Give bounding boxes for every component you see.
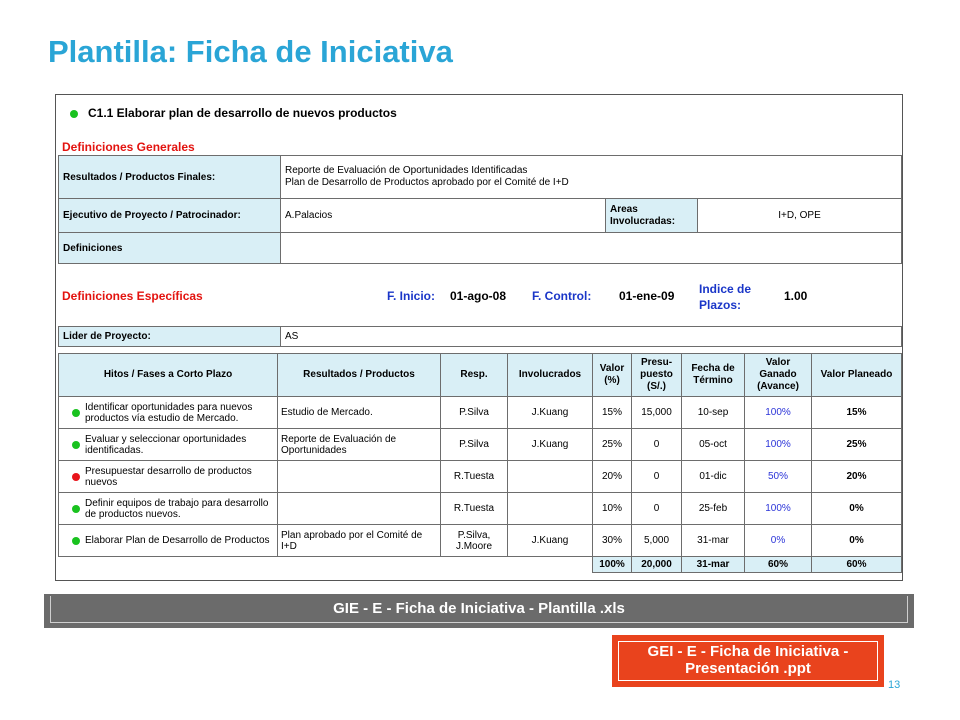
- planeado-cell: 15%: [812, 397, 902, 429]
- resultado-cell: Reporte de Evaluación de Oportunidades: [278, 429, 441, 461]
- resultado-cell: [278, 461, 441, 493]
- hito-cell: [59, 461, 278, 493]
- resp-cell: R.Tuesta: [441, 493, 508, 525]
- f-control-label: F. Control:: [532, 289, 592, 303]
- ganado-cell: 0%: [745, 525, 812, 557]
- ganado-cell: 100%: [745, 429, 812, 461]
- lider-label: Lider de Proyecto:: [59, 327, 281, 347]
- col-presupuesto: Presu- puesto (S/.): [632, 354, 682, 397]
- planeado-cell: 0%: [812, 493, 902, 525]
- hito-text: Elaborar Plan de Desarrollo de Productos: [85, 535, 270, 546]
- resp-cell: P.Silva, J.Moore: [441, 525, 508, 557]
- ppt-file-banner[interactable]: [612, 635, 884, 687]
- table-row: [59, 429, 902, 461]
- fecha-cell: 10-sep: [682, 397, 745, 429]
- resultados-value: [281, 156, 902, 199]
- fecha-cell: 31-mar: [682, 525, 745, 557]
- hito-text: Presupuestar desarrollo de productos nuevos: [85, 465, 252, 488]
- fecha-cell: 25-feb: [682, 493, 745, 525]
- involucrados-cell: J.Kuang: [508, 525, 593, 557]
- lider-value: AS: [281, 327, 902, 347]
- col-involucrados: Involucrados: [508, 354, 593, 397]
- planeado-cell: 25%: [812, 429, 902, 461]
- hito-text: Evaluar y seleccionar oportunidades identificadas.: [85, 433, 247, 456]
- resultados-value-line-1: Reporte de Evaluación de Oportunidades Identificadas: [285, 165, 528, 176]
- ganado-cell: 100%: [745, 397, 812, 429]
- presupuesto-cell: 5,000: [632, 525, 682, 557]
- resp-cell: P.Silva: [441, 397, 508, 429]
- fecha-cell: 01-dic: [682, 461, 745, 493]
- f-inicio-value: 01-ago-08: [450, 289, 507, 303]
- hitos-table: [58, 353, 902, 573]
- hito-cell: [59, 493, 278, 525]
- totals-row: [59, 557, 902, 573]
- resultado-cell: [278, 493, 441, 525]
- resultados-value-line-2: Plan de Desarrollo de Productos aprobado por el Comité de I+D: [285, 177, 569, 188]
- ejecutivo-value: A.Palacios: [281, 199, 606, 233]
- initiative-sheet: [55, 94, 903, 581]
- status-dot-red-icon: [72, 473, 80, 481]
- indice-label-line-2: Plazos:: [699, 298, 742, 312]
- hito-text: Identificar oportunidades para nuevos productos vía estudio de Mercado.: [85, 401, 253, 424]
- excel-file-label: GIE - E - Ficha de Iniciativa - Plantilla .xls: [50, 596, 908, 623]
- ppt-file-label-line-2: Presentación .ppt: [685, 660, 811, 677]
- f-inicio-label: F. Inicio:: [387, 289, 435, 303]
- total-presupuesto: 20,000: [632, 557, 682, 573]
- table-row: [59, 525, 902, 557]
- hito-cell: [59, 429, 278, 461]
- total-ganado: 60%: [745, 557, 812, 573]
- col-ganado: Valor Ganado (Avance): [745, 354, 812, 397]
- ppt-file-label: [618, 641, 878, 681]
- totals-spacer: [59, 557, 593, 573]
- planeado-cell: 0%: [812, 525, 902, 557]
- col-resp: Resp.: [441, 354, 508, 397]
- status-dot-green-icon: [72, 409, 80, 417]
- total-valor: 100%: [593, 557, 632, 573]
- involucrados-cell: J.Kuang: [508, 429, 593, 461]
- total-fecha: 31-mar: [682, 557, 745, 573]
- presupuesto-cell: 15,000: [632, 397, 682, 429]
- hito-cell: [59, 525, 278, 557]
- status-dot-green-icon: [72, 505, 80, 513]
- involucrados-cell: J.Kuang: [508, 397, 593, 429]
- hitos-header-row: [59, 354, 902, 397]
- total-planeado: 60%: [812, 557, 902, 573]
- section-specific-heading: Definiciones Específicas: [62, 289, 203, 303]
- ejecutivo-label: Ejecutivo de Proyecto / Patrocinador:: [59, 199, 281, 233]
- involucrados-cell: [508, 461, 593, 493]
- col-valor: Valor (%): [593, 354, 632, 397]
- table-row: [59, 461, 902, 493]
- general-definitions-table: [58, 155, 902, 264]
- areas-label: Areas Involucradas:: [606, 199, 698, 233]
- indice-label: [699, 281, 751, 313]
- status-dot-green-icon: [72, 537, 80, 545]
- resultados-label: Resultados / Productos Finales:: [59, 156, 281, 199]
- table-row: [59, 493, 902, 525]
- valor-cell: 10%: [593, 493, 632, 525]
- col-resultados: Resultados / Productos: [278, 354, 441, 397]
- valor-cell: 25%: [593, 429, 632, 461]
- resp-cell: P.Silva: [441, 429, 508, 461]
- initiative-title: C1.1 Elaborar plan de desarrollo de nuevos productos: [88, 106, 397, 120]
- ganado-cell: 100%: [745, 493, 812, 525]
- status-dot-green-icon: [70, 110, 78, 118]
- areas-value: I+D, OPE: [698, 199, 902, 233]
- resp-cell: R.Tuesta: [441, 461, 508, 493]
- fecha-cell: 05-oct: [682, 429, 745, 461]
- resultado-cell: Plan aprobado por el Comité de I+D: [278, 525, 441, 557]
- indice-value: 1.00: [784, 289, 808, 303]
- planeado-cell: 20%: [812, 461, 902, 493]
- involucrados-cell: [508, 493, 593, 525]
- definiciones-label: Definiciones: [59, 233, 281, 264]
- status-dot-green-icon: [72, 441, 80, 449]
- col-hitos: Hitos / Fases a Corto Plazo: [59, 354, 278, 397]
- ppt-file-label-line-1: GEI - E - Ficha de Iniciativa -: [647, 643, 849, 660]
- lider-table: [58, 326, 902, 347]
- definiciones-value: [281, 233, 902, 264]
- col-planeado: Valor Planeado: [812, 354, 902, 397]
- valor-cell: 30%: [593, 525, 632, 557]
- table-row: [59, 397, 902, 429]
- indice-label-line-1: Indice de: [699, 282, 752, 296]
- f-control-value: 01-ene-09: [619, 289, 675, 303]
- presupuesto-cell: 0: [632, 429, 682, 461]
- hito-cell: [59, 397, 278, 429]
- page-number: 13: [888, 679, 901, 691]
- section-general-heading: Definiciones Generales: [62, 140, 195, 154]
- presupuesto-cell: 0: [632, 461, 682, 493]
- col-fecha: Fecha de Término: [682, 354, 745, 397]
- resultado-cell: Estudio de Mercado.: [278, 397, 441, 429]
- valor-cell: 20%: [593, 461, 632, 493]
- excel-file-banner[interactable]: [44, 592, 914, 628]
- ganado-cell: 50%: [745, 461, 812, 493]
- presupuesto-cell: 0: [632, 493, 682, 525]
- hito-text: Definir equipos de trabajo para desarrollo de productos nuevos.: [85, 497, 269, 520]
- page-title: Plantilla: Ficha de Iniciativa: [48, 34, 453, 69]
- valor-cell: 15%: [593, 397, 632, 429]
